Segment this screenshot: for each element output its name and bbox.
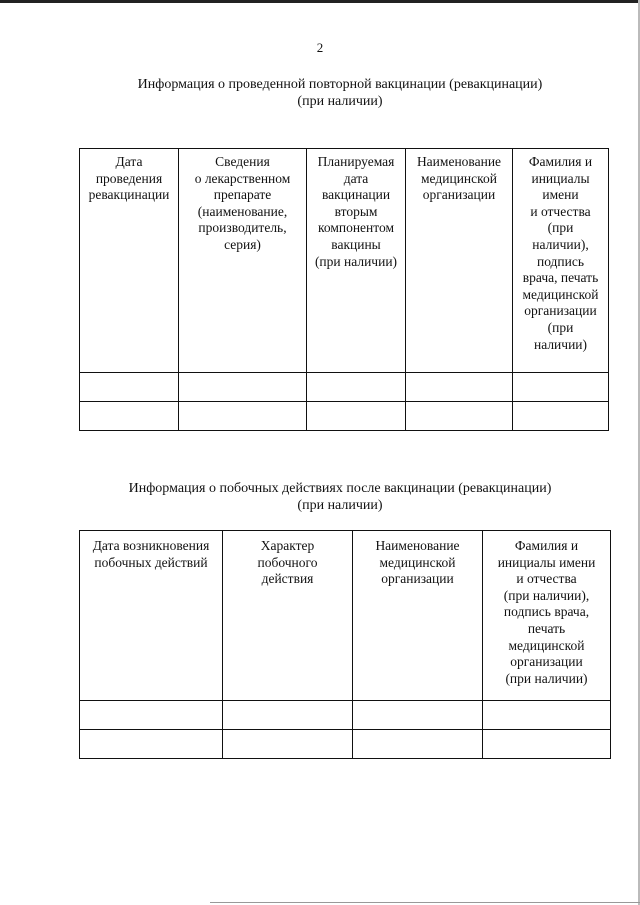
page-number: 2: [316, 40, 324, 55]
table-cell[interactable]: [513, 373, 609, 402]
table-cell[interactable]: [223, 701, 353, 730]
revaccination-title-line1: Информация о проведенной повторной вакцинации (ревакцинации): [137, 77, 543, 92]
revaccination-section-title: [0, 76, 640, 110]
table-cell[interactable]: [179, 373, 307, 402]
revaccination-title-line2: (при наличии): [297, 94, 383, 109]
column-header-drug-info: Сведения о лекарственном препарате (наименование, производитель, серия): [179, 149, 307, 373]
side-effects-title-line2: (при наличии): [297, 498, 383, 513]
table-cell[interactable]: [307, 402, 406, 431]
column-header-effect-nature: Характер побочного действия: [223, 531, 353, 701]
column-header-doctor-signature: Фамилия и инициалы имени и отчества (при наличии), подпись врача, печать медицинской организации (при наличии): [513, 149, 609, 373]
side-effects-table: [79, 530, 611, 759]
table-row: [80, 402, 609, 431]
table-cell[interactable]: [179, 402, 307, 431]
table-cell[interactable]: [223, 730, 353, 759]
column-header-doctor-signature: Фамилия и инициалы имени и отчества (при наличии), подпись врача, печать медицинской организации (при наличии): [483, 531, 611, 701]
side-effects-title-line1: Информация о побочных действиях после вакцинации (ревакцинации): [128, 481, 552, 496]
table-cell[interactable]: [353, 701, 483, 730]
column-header-medical-organization: Наименование медицинской организации: [406, 149, 513, 373]
column-header-onset-date: Дата возникновения побочных действий: [80, 531, 223, 701]
side-effects-section-title: [0, 480, 640, 514]
table-cell[interactable]: [80, 402, 179, 431]
column-header-revaccination-date: Дата проведения ревакцинации: [80, 149, 179, 373]
table-cell[interactable]: [307, 373, 406, 402]
revaccination-table: [79, 148, 609, 431]
table-cell[interactable]: [80, 373, 179, 402]
column-header-medical-organization: Наименование медицинской организации: [353, 531, 483, 701]
table-cell[interactable]: [80, 701, 223, 730]
column-header-planned-second-dose-date: Планируемая дата вакцинации вторым компонентом вакцины (при наличии): [307, 149, 406, 373]
table-row: [80, 730, 611, 759]
table-row: [80, 373, 609, 402]
table-row: [80, 701, 611, 730]
table-cell[interactable]: [353, 730, 483, 759]
table-cell[interactable]: [80, 730, 223, 759]
side-effects-header-row: [80, 531, 611, 701]
revaccination-header-row: [80, 149, 609, 373]
scan-edge-top: [0, 0, 640, 3]
table-cell[interactable]: [483, 730, 611, 759]
scan-edge-bottom: [210, 902, 640, 903]
table-cell[interactable]: [513, 402, 609, 431]
table-cell[interactable]: [406, 373, 513, 402]
table-cell[interactable]: [483, 701, 611, 730]
table-cell[interactable]: [406, 402, 513, 431]
